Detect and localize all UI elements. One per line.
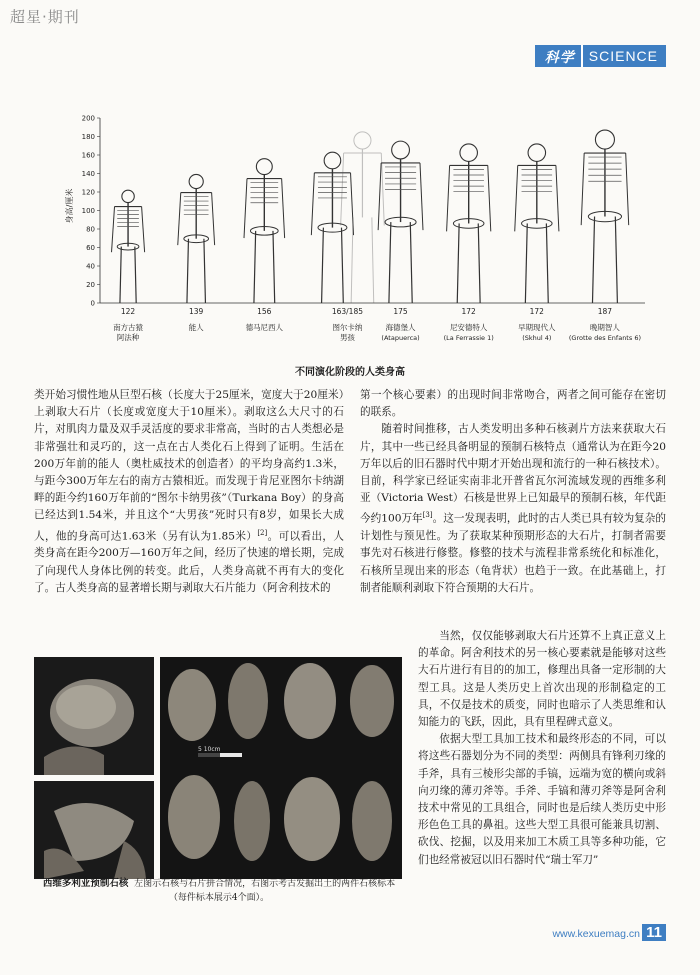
y-tick-label: 140 bbox=[81, 170, 95, 178]
photo-caption-title: 西维多利亚预制石核 bbox=[42, 878, 129, 889]
y-tick-label: 20 bbox=[86, 281, 95, 289]
height-value-label: 172 bbox=[461, 307, 476, 316]
y-tick-label: 40 bbox=[86, 262, 95, 271]
height-chart-svg bbox=[60, 110, 650, 360]
skeleton-figure-5 bbox=[378, 141, 423, 303]
category-sublabel: (Skhul 4) bbox=[522, 334, 552, 342]
refit-photo-top bbox=[34, 657, 154, 775]
article-right-column bbox=[360, 387, 666, 597]
height-value-label: 163/185 bbox=[331, 307, 364, 316]
right-col-paragraph-2 bbox=[360, 421, 666, 597]
height-value-label: 156 bbox=[257, 307, 272, 316]
stone-core-in-hands-icon bbox=[34, 657, 154, 775]
category-label: 尼安德特人 bbox=[449, 323, 488, 332]
height-value-label: 175 bbox=[393, 307, 408, 316]
section-banner bbox=[535, 45, 666, 67]
skeleton-figure-8 bbox=[581, 130, 629, 303]
y-tick-label: 120 bbox=[81, 188, 95, 197]
skeleton-figure-6 bbox=[447, 144, 491, 303]
y-axis-label: 身高/厘米 bbox=[65, 188, 74, 224]
height-chart bbox=[60, 110, 650, 380]
y-tick-label: 0 bbox=[90, 299, 95, 308]
category-label: 德马尼西人 bbox=[245, 323, 284, 332]
skeleton-figure-7 bbox=[515, 144, 559, 303]
skeleton-figure-3 bbox=[244, 159, 285, 303]
right-col-p2-text-b: 。这一发现表明，此时的古人类已具有较为复杂的计划性与预见性。为了获取某种预期形态的大石片，打制者需要事先对石核进行修整。修整的技术与流程非常系统化和标准化，石核所呈现出来的形态（龟背状）也趋于一致。在此基础上，打制者能顺利剥取下符合预期的大石片。 bbox=[360, 512, 666, 594]
page-number: 11 bbox=[642, 924, 666, 941]
stone-core-specimens-icon bbox=[160, 657, 402, 879]
magazine-logo: 超星·期刊 bbox=[10, 8, 80, 26]
category-sublabel: (La Ferrassie 1) bbox=[443, 334, 494, 342]
y-tick-label: 180 bbox=[81, 133, 95, 141]
photo-caption bbox=[34, 877, 404, 905]
height-value-label: 139 bbox=[189, 307, 204, 316]
stone-core-photos bbox=[34, 657, 402, 879]
right-col-paragraph-4: 依据大型工具加工技术和最终形态的不同，可以将这些石器划分为不同的类型：两侧具有锋利刃缘的手斧，具有三棱形尖部的手镐，远端为宽的横向或斜向刃缘的薄刃斧等。手斧、手镐和薄刃斧等是阿舍利技术中常见的工具组合，同时也是后续人类历史中形形色色工具的鼻祖。这些大型工具很可能兼具切割、砍伐、挖掘，以及用来加工木质工具等多种功能，它们也经常被冠以旧石器时代“瑞士军刀” bbox=[418, 733, 666, 866]
height-value-label: 172 bbox=[529, 307, 544, 316]
category-label: 早期现代人 bbox=[518, 323, 556, 332]
skeleton-figure-projected bbox=[341, 132, 385, 303]
article-right-lower-column bbox=[418, 628, 666, 869]
y-tick-label: 60 bbox=[86, 244, 95, 252]
right-col-paragraph-3: 当然，仅仅能够剥取大石片还算不上真正意义上的革命。阿舍利技术的另一核心要素就是能够对这些大石片进行有目的的加工，修理出具备一定形制的大型工具。这是人类历史上首次出现的形制稳定的工具，不仅是技术的质变，同时也暗示了人类思维和认知能力的飞跃，因此，具有里程碑式意义。 bbox=[418, 630, 666, 729]
right-col-paragraph-1: 第一个核心要素）的出现时间非常吻合，两者之间可能存在密切的联系。 bbox=[360, 389, 666, 419]
core-specimens-photo bbox=[160, 657, 402, 879]
chart-title: 不同演化阶段的人类身高 bbox=[295, 367, 405, 378]
left-col-text-2: 。可以看出，人类身高在距今200万—160万年之间，经历了快速的增长期，完成了向现代人身体比例的转变。此后，人类身高就不再有大的变化了。古人类身高的显著增长期与剥取大石片能力（阿舍利技术的 bbox=[34, 530, 344, 594]
category-label: 晚期智人 bbox=[589, 323, 620, 332]
right-col-p2-text-a: 随着时间推移，古人类发明出多种石核剥片方法来获取大石片，其中一些已经具备明显的预制石核特点（通常认为在距今20万年以后的旧石器时代中期才开始出现和流行的一种石核技术）。目前，科学家已经证实南非北开普省瓦尔河流域发现的西维多利亚（Victoria West）石核是世界上已知最早的预制石核，年代距今约100万年 bbox=[360, 423, 666, 525]
citation-ref-3: [3] bbox=[422, 511, 433, 520]
skeleton-figure-2 bbox=[178, 174, 215, 303]
footer-url: www.kexuemag.cn bbox=[552, 928, 640, 940]
article-left-column bbox=[34, 387, 344, 597]
height-value-label: 122 bbox=[120, 307, 136, 316]
category-sublabel: (Grotte des Enfants 6) bbox=[568, 334, 641, 342]
y-tick-label: 200 bbox=[81, 114, 95, 123]
skeleton-figure-4 bbox=[311, 152, 353, 303]
skeleton-figure-1 bbox=[112, 190, 145, 303]
category-label: 能人 bbox=[188, 323, 204, 332]
y-tick-label: 100 bbox=[81, 207, 95, 215]
category-label: 南方古猿 bbox=[113, 323, 144, 332]
category-label: 阿法种 bbox=[116, 333, 140, 342]
y-tick-label: 80 bbox=[86, 225, 95, 234]
left-col-text-1: 类开始习惯性地从巨型石核（长度大于25厘米，宽度大于20厘米）上剥取大石片（长度或宽度大于10厘米）。剥取这么大尺寸的石片，对肌肉力量及双手灵活度的要求非常高，当时的古人类想必是非常强壮和灵巧的，这一点在古人类化石上得到了证明。生活在200万年前的能人（奥杜威技术的创造者）的平均身高约1.3米，与距今300万年左右的南方古猿相近。而发现于肯尼亚图尔卡纳湖畔的距今约160万年前的“图尔卡纳男孩”（Turkana Boy）的身高已经达到1.54米，并且这个“大男孩”死时只有8岁，如果长大成人，他的身高可达1.63米（另有认为1.85米） bbox=[34, 389, 344, 543]
section-cn-label: 科学 bbox=[535, 45, 581, 67]
section-en-label: SCIENCE bbox=[583, 45, 666, 67]
category-label: 男孩 bbox=[339, 333, 355, 342]
category-label: 海德堡人 bbox=[385, 323, 416, 332]
refit-photo-bottom bbox=[34, 781, 154, 879]
scale-bar-label: 5 10cm bbox=[198, 746, 221, 753]
flake-refit-icon bbox=[34, 781, 154, 879]
citation-ref-2: [2] bbox=[257, 528, 268, 537]
category-label: 图尔卡纳 bbox=[332, 323, 363, 332]
y-tick-label: 160 bbox=[81, 151, 95, 160]
category-sublabel: (Atapuerca) bbox=[381, 334, 420, 342]
photo-caption-text: 左图示石核与石片拼合情况，右图示考古发掘出土的两件石核标本（每件标本展示4个面）。 bbox=[134, 879, 396, 903]
height-value-label: 187 bbox=[597, 307, 613, 316]
